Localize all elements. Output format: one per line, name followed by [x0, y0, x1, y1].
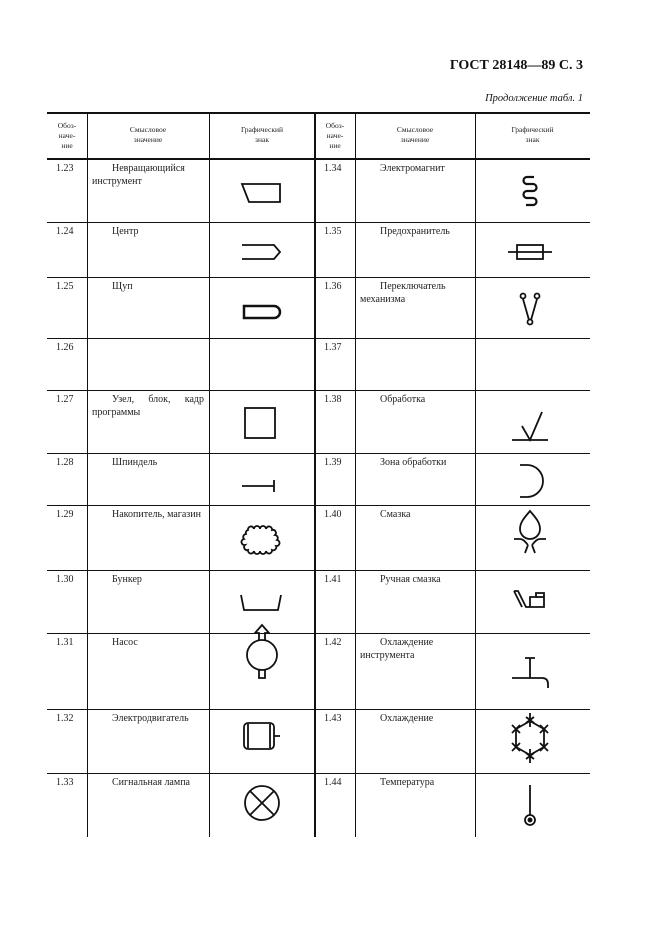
mechanism-switch-icon — [500, 286, 560, 336]
row-meaning: Бункер — [112, 574, 142, 585]
row-code: 1.36 — [324, 281, 342, 292]
row-code: 1.27 — [56, 394, 74, 405]
row-code: 1.42 — [324, 637, 342, 648]
row-code: 1.41 — [324, 574, 342, 585]
cooling-icon — [500, 709, 560, 769]
row-divider — [47, 222, 590, 223]
row-meaning: Смазка — [380, 509, 411, 520]
row-meaning: Переключатель механизма — [360, 281, 446, 305]
row-meaning: Предохранитель — [380, 226, 450, 237]
row-code: 1.43 — [324, 713, 342, 724]
row-divider — [47, 570, 590, 571]
row-code: 1.38 — [324, 394, 342, 405]
row-meaning: Невращающийся инструмент — [92, 163, 185, 187]
row-meaning: Узел, блок, кадр программы — [92, 394, 204, 418]
row-meaning: Охлаждение инструмента — [360, 637, 434, 661]
row-code: 1.25 — [56, 281, 74, 292]
lubrication-icon — [500, 505, 560, 565]
row-divider — [47, 277, 590, 278]
column-header: Обоз- наче- ние — [325, 121, 345, 150]
row-divider — [47, 453, 590, 454]
magazine-icon — [232, 516, 292, 566]
table-top-rule — [47, 112, 590, 114]
row-code: 1.40 — [324, 509, 342, 520]
row-code: 1.29 — [56, 509, 74, 520]
electromagnet-icon — [500, 169, 560, 219]
column-header: Смысловое значение — [396, 125, 434, 144]
machining-zone-icon — [500, 457, 560, 507]
row-meaning: Шпиндель — [112, 457, 158, 468]
center-divider — [314, 113, 316, 837]
row-meaning: Накопитель, магазин — [112, 509, 201, 520]
pump-icon — [232, 620, 292, 690]
row-code: 1.37 — [324, 342, 342, 353]
header-bottom-rule — [47, 158, 590, 160]
row-divider — [47, 773, 590, 774]
column-divider — [209, 113, 210, 837]
column-divider — [355, 113, 356, 837]
row-divider — [47, 633, 590, 634]
non-rotating-tool-icon — [232, 174, 292, 214]
column-header: Графический знак — [240, 125, 284, 144]
table-continuation-label: Продолжение табл. 1 — [485, 93, 583, 104]
row-meaning: Сигнальная лампа — [112, 777, 190, 788]
signal-lamp-icon — [232, 773, 292, 833]
row-divider — [47, 338, 590, 339]
temperature-icon — [500, 783, 560, 833]
row-code: 1.39 — [324, 457, 342, 468]
row-meaning: Электродвигатель — [112, 713, 189, 724]
row-meaning: Насос — [112, 637, 138, 648]
row-meaning: Обработка — [380, 394, 426, 405]
column-divider — [475, 113, 476, 837]
row-code: 1.28 — [56, 457, 74, 468]
hopper-icon — [232, 585, 292, 625]
center-icon — [232, 232, 292, 272]
row-code: 1.34 — [324, 163, 342, 174]
electric-motor-icon — [232, 714, 292, 758]
row-meaning: Зона обработки — [380, 457, 447, 468]
row-meaning: Электромагнит — [380, 163, 445, 174]
row-code: 1.44 — [324, 777, 342, 788]
row-code: 1.35 — [324, 226, 342, 237]
row-meaning: Температура — [380, 777, 435, 788]
row-code: 1.24 — [56, 226, 74, 237]
column-divider — [87, 113, 88, 837]
row-code: 1.23 — [56, 163, 74, 174]
probe-icon — [232, 291, 292, 331]
row-code: 1.26 — [56, 342, 74, 353]
column-header: Графический знак — [511, 125, 554, 144]
column-header: Обоз- наче- ние — [57, 121, 77, 150]
row-meaning: Ручная смазка — [380, 574, 441, 585]
tool-cooling-icon — [500, 650, 560, 700]
spindle-icon — [232, 462, 292, 502]
row-divider — [47, 390, 590, 391]
row-code: 1.33 — [56, 777, 74, 788]
row-code: 1.30 — [56, 574, 74, 585]
row-code: 1.32 — [56, 713, 74, 724]
row-meaning: Охлаждение — [380, 713, 434, 724]
fuse-icon — [500, 232, 560, 272]
program-block-icon — [232, 402, 292, 448]
document-title: ГОСТ 28148—89 С. 3 — [449, 58, 583, 73]
row-code: 1.31 — [56, 637, 74, 648]
column-header: Смысловое значение — [129, 125, 167, 144]
manual-lubrication-icon — [500, 583, 560, 627]
machining-icon — [500, 402, 560, 448]
row-meaning: Щуп — [112, 281, 133, 292]
row-meaning: Центр — [112, 226, 139, 237]
